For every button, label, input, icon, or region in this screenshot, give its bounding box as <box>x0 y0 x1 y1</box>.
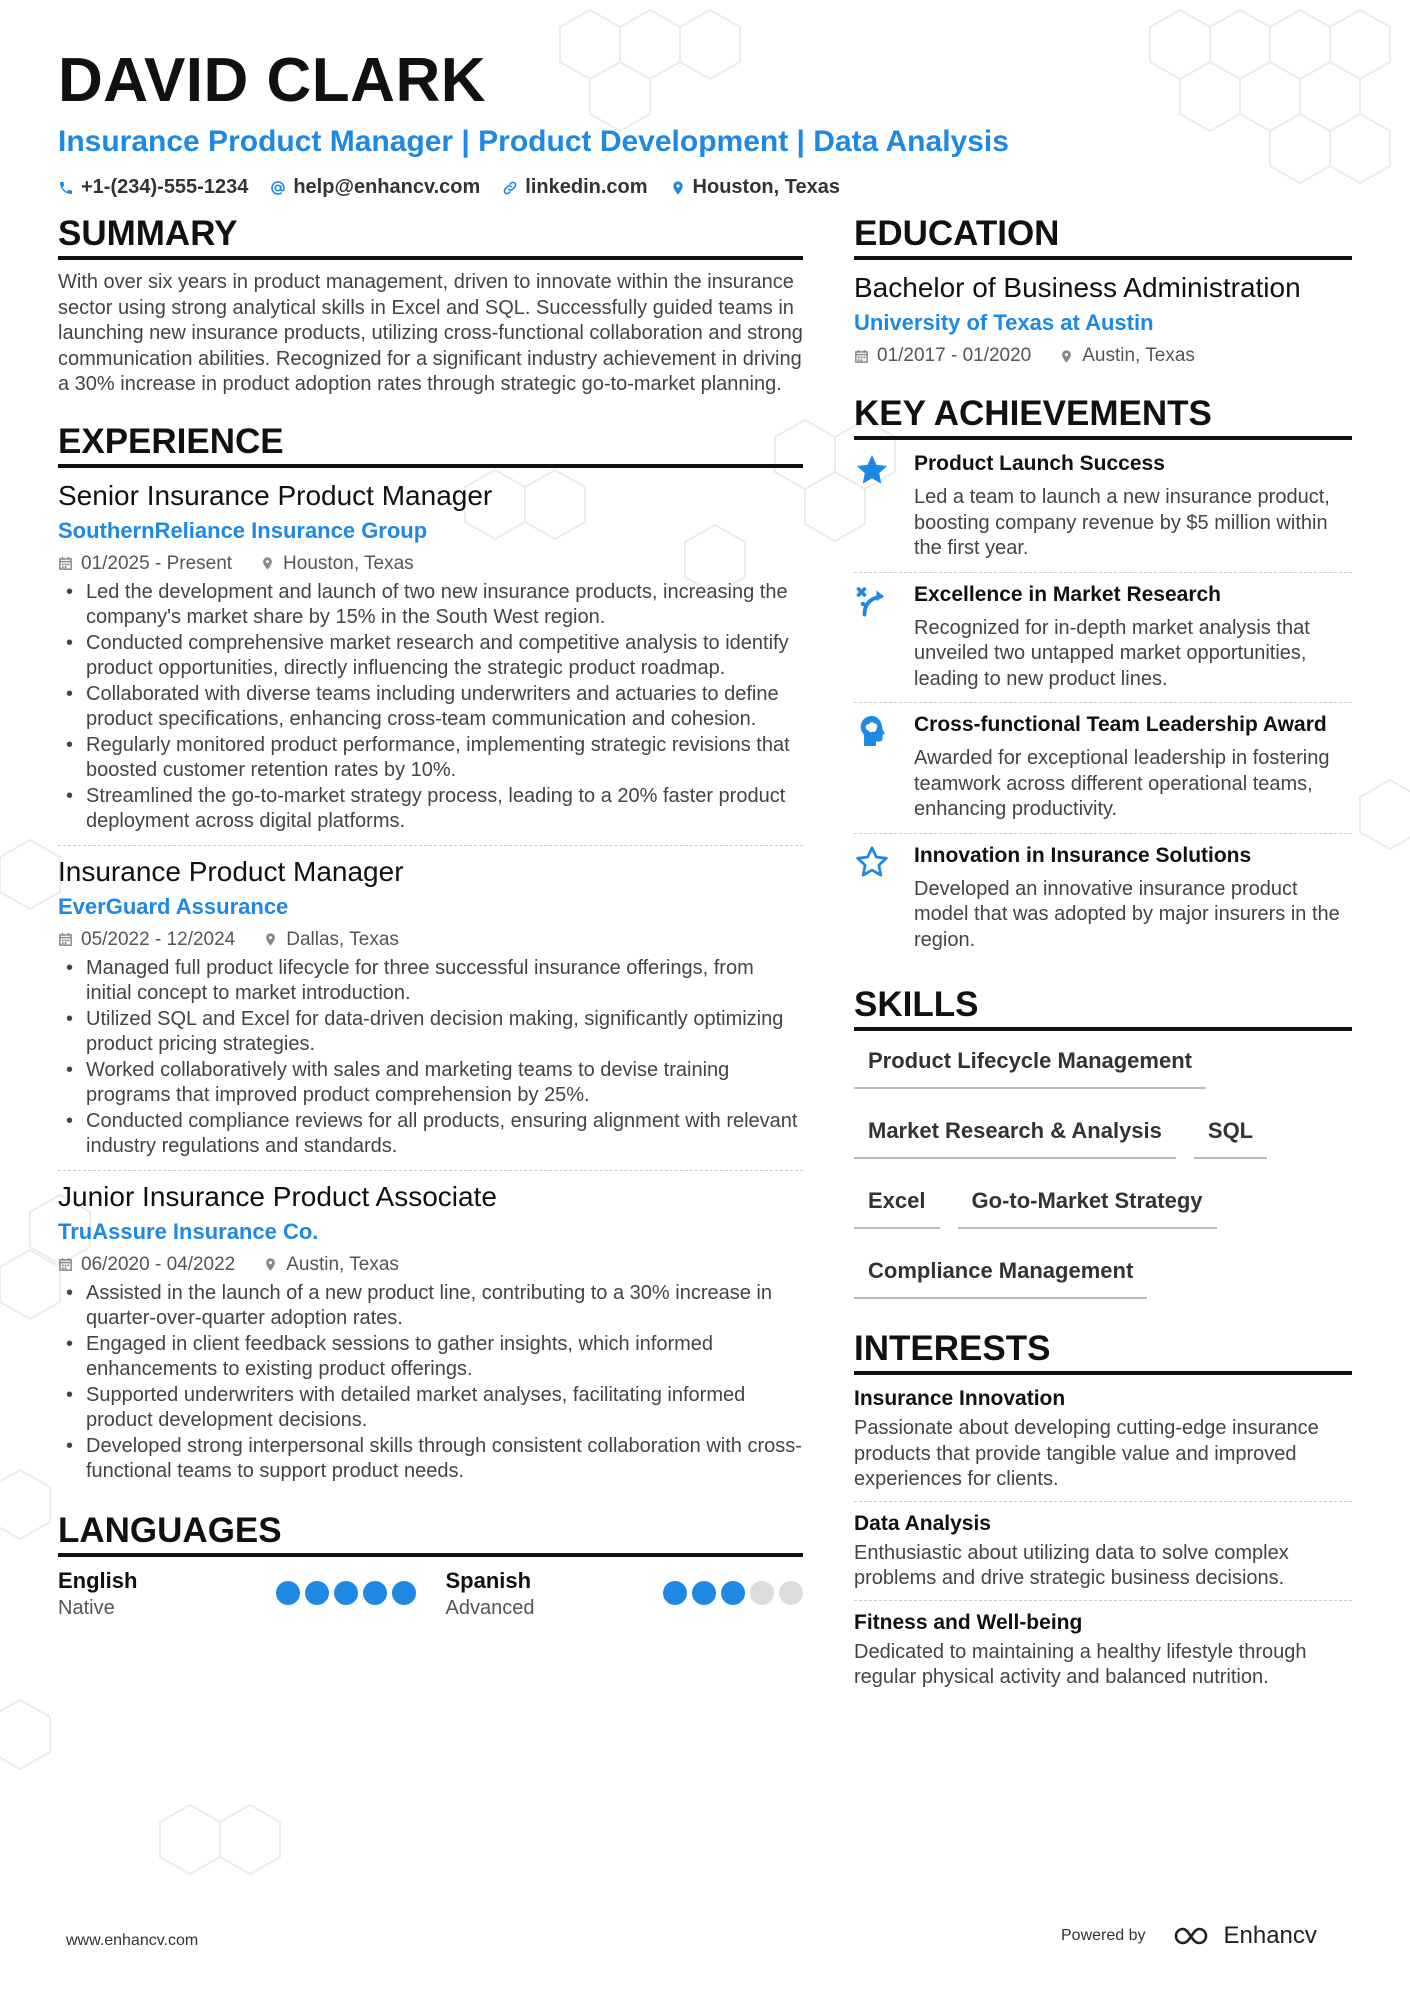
bullet-item: • Regularly monitored product performance, implementing strategic revisions that boosted customer retention rates by 10%. <box>58 733 803 784</box>
left-column <box>58 212 803 1621</box>
rating-dot-filled <box>692 1581 716 1605</box>
skill-tag: Go-to-Market Strategy <box>958 1187 1217 1229</box>
interests-heading: INTERESTS <box>854 1327 1352 1375</box>
skills-section <box>854 983 1352 1299</box>
language-name: English <box>58 1567 138 1593</box>
star-filled-icon <box>854 452 890 488</box>
bullet-item: • Assisted in the launch of a new product line, contributing to a 30% increase in quarter-over-quarter adoption rates. <box>58 1281 803 1332</box>
education-meta <box>854 344 1352 368</box>
education-dates: 01/2017 - 01/2020 <box>877 345 1032 366</box>
job-bullets <box>58 580 803 835</box>
rating-dot-filled <box>305 1581 329 1605</box>
company-name: SouthernReliance Insurance Group <box>58 517 428 543</box>
contact-linkedin[interactable] <box>502 176 647 199</box>
job-meta <box>58 928 803 952</box>
candidate-title: Insurance Product Manager | Product Development | Data Analysis <box>58 125 1009 158</box>
education-location: Austin, Texas <box>1082 345 1195 366</box>
job-title: Senior Insurance Product Manager <box>58 479 493 511</box>
rating-dot-filled <box>363 1581 387 1605</box>
contact-email[interactable] <box>270 176 480 199</box>
languages-list <box>58 1567 803 1621</box>
skill-tag: Excel <box>854 1187 940 1229</box>
interest-item <box>854 1601 1352 1699</box>
footer-website[interactable]: www.enhancv.com <box>66 1932 199 1949</box>
interest-title: Fitness and Well-being <box>854 1610 1083 1634</box>
location-pin-icon <box>670 180 686 196</box>
job-meta <box>58 1253 803 1277</box>
job-title: Insurance Product Manager <box>58 855 404 887</box>
rating-dot-filled <box>721 1581 745 1605</box>
location-pin-icon <box>263 1257 278 1272</box>
bullet-item: • Supported underwriters with detailed market analyses, facilitating informed product development decisions. <box>58 1383 803 1434</box>
brand-logo[interactable] <box>1172 1922 1317 1950</box>
powered-by-label: Powered by <box>1061 1927 1146 1944</box>
skill-tag: Compliance Management <box>854 1257 1147 1299</box>
company-name: EverGuard Assurance <box>58 893 289 919</box>
achievements-section <box>854 392 1352 963</box>
skill-tag: Market Research & Analysis <box>854 1117 1176 1159</box>
rating-dot-filled <box>334 1581 358 1605</box>
summary-heading: SUMMARY <box>58 212 803 260</box>
experience-section <box>58 420 803 1495</box>
job-bullets <box>58 1281 803 1485</box>
skills-list <box>854 1047 1352 1299</box>
rating-dot-filled <box>392 1581 416 1605</box>
job-entry <box>58 845 803 1170</box>
email-text: help@enhancv.com <box>293 176 481 198</box>
job-meta <box>58 552 803 576</box>
job-location: Austin, Texas <box>286 1253 399 1275</box>
language-name: Spanish <box>445 1567 532 1593</box>
at-sign-icon <box>270 180 286 196</box>
bullet-item: • Worked collaboratively with sales and marketing teams to devise training programs that improved product comprehension by 25%. <box>58 1058 803 1109</box>
languages-heading: LANGUAGES <box>58 1509 803 1557</box>
right-column <box>854 212 1352 1699</box>
job-dates: 01/2025 - Present <box>81 552 233 574</box>
achievement-title: Product Launch Success <box>914 452 1165 475</box>
bullet-item: • Utilized SQL and Excel for data-driven decision making, significantly optimizing product pricing strategies. <box>58 1007 803 1058</box>
bullet-item: • Conducted compliance reviews for all products, ensuring alignment with relevant industry regulations and standards. <box>58 1109 803 1160</box>
rating-dot-empty <box>750 1581 774 1605</box>
interest-desc: Passionate about developing cutting-edge insurance products that provide tangible value and improved experiences for clients. <box>854 1417 1319 1490</box>
language-level: Native <box>58 1596 115 1619</box>
bullet-item: • Streamlined the go-to-market strategy process, leading to a 20% faster product deployment across digital platforms. <box>58 784 803 835</box>
rating-dot-filled <box>663 1581 687 1605</box>
interest-title: Data Analysis <box>854 1511 991 1535</box>
interest-item <box>854 1377 1352 1502</box>
achievement-desc: Led a team to launch a new insurance product, boosting company revenue by $5 million within the first year. <box>914 486 1330 559</box>
calendar-icon <box>58 1257 73 1272</box>
language-rating <box>663 1581 803 1605</box>
location-pin-icon <box>1059 349 1074 364</box>
candidate-name: DAVID CLARK <box>58 46 486 115</box>
bullet-item: • Led the development and launch of two new insurance products, increasing the company's market share by 15% in the South West region. <box>58 580 803 631</box>
head-brain-icon <box>854 713 890 749</box>
summary-text: With over six years in product management, driven to innovate within the insurance sector using strong analytical skills in Excel and SQL. Successfully guided teams in launching new insurance products, utilizing cross-functional collaboration and strong communication abilities. Recognized for a significant industry achievement in driving a 30% increase in product adoption rates through strategic go-to-market planning. <box>58 271 803 395</box>
experience-heading: EXPERIENCE <box>58 420 803 468</box>
job-bullets <box>58 956 803 1160</box>
link-icon <box>502 180 518 196</box>
job-dates: 05/2022 - 12/2024 <box>81 928 236 950</box>
enhancv-logo-icon <box>1172 1924 1216 1948</box>
job-location: Houston, Texas <box>283 552 414 574</box>
language-level: Advanced <box>445 1596 535 1619</box>
achievement-desc: Recognized for in-depth market analysis that unveiled two untapped market opportunities, leading to new product lines. <box>914 616 1310 690</box>
location-pin-icon <box>260 556 275 571</box>
language-rating <box>276 1581 416 1605</box>
company-name: TruAssure Insurance Co. <box>58 1218 319 1244</box>
interest-desc: Dedicated to maintaining a healthy lifestyle through regular physical activity and balanced nutrition. <box>854 1640 1307 1688</box>
interest-title: Insurance Innovation <box>854 1387 1066 1410</box>
calendar-icon <box>854 349 869 364</box>
resume-header <box>58 44 1358 199</box>
strategy-arrow-icon <box>854 583 890 619</box>
brand-name: Enhancv <box>1223 1922 1317 1949</box>
interest-item <box>854 1502 1352 1601</box>
language-item <box>446 1567 804 1621</box>
calendar-icon <box>58 556 73 571</box>
location-pin-icon <box>263 932 278 947</box>
bullet-item: • Collaborated with diverse teams including underwriters and actuaries to define product specifications, enhancing cross-team communication and cohesion. <box>58 682 803 733</box>
bullet-item: • Conducted comprehensive market research and competitive analysis to identify product opportunities, directly influencing the strategic product roadmap. <box>58 631 803 682</box>
interest-desc: Enthusiastic about utilizing data to solve complex problems and drive strategic business decisions. <box>854 1541 1289 1589</box>
skill-tag: Product Lifecycle Management <box>854 1047 1206 1089</box>
summary-section <box>58 212 803 398</box>
job-title: Junior Insurance Product Associate <box>58 1180 497 1212</box>
job-entry <box>58 1170 803 1495</box>
interests-section <box>854 1327 1352 1699</box>
education-heading: EDUCATION <box>854 212 1352 260</box>
skills-heading: SKILLS <box>854 983 1352 1031</box>
star-outline-icon <box>854 844 890 880</box>
achievement-item <box>854 834 1352 964</box>
achievement-item <box>854 573 1352 704</box>
language-item <box>58 1567 416 1621</box>
school-name: University of Texas at Austin <box>854 310 1154 335</box>
contact-phone[interactable] <box>58 176 248 199</box>
degree-title: Bachelor of Business Administration <box>854 272 1301 303</box>
rating-dot-filled <box>276 1581 300 1605</box>
languages-section <box>58 1509 803 1621</box>
phone-text: +1-(234)-555-1234 <box>81 176 249 198</box>
achievement-item <box>854 703 1352 834</box>
bullet-item: • Managed full product lifecycle for three successful insurance offerings, from initial concept to market introduction. <box>58 956 803 1007</box>
achievement-desc: Developed an innovative insurance product model that was adopted by major insurers in the region. <box>914 877 1340 951</box>
calendar-icon <box>58 932 73 947</box>
rating-dot-empty <box>779 1581 803 1605</box>
bullet-item: • Developed strong interpersonal skills through consistent collaboration with cross-functional teams to support product needs. <box>58 1434 803 1485</box>
achievement-title: Cross-functional Team Leadership Award <box>914 713 1327 736</box>
linkedin-text: linkedin.com <box>525 176 648 198</box>
job-dates: 06/2020 - 04/2022 <box>81 1253 236 1275</box>
contact-bar <box>58 176 1358 199</box>
education-section <box>854 212 1352 368</box>
achievement-title: Excellence in Market Research <box>914 582 1222 606</box>
achievement-item <box>854 442 1352 573</box>
achievements-heading: KEY ACHIEVEMENTS <box>854 392 1352 440</box>
achievement-title: Innovation in Insurance Solutions <box>914 843 1252 867</box>
skill-tag: SQL <box>1194 1117 1267 1159</box>
phone-icon <box>58 180 74 196</box>
location-text: Houston, Texas <box>692 176 840 198</box>
achievement-desc: Awarded for exceptional leadership in fostering teamwork across different operational teams, enhancing productivity. <box>914 747 1330 820</box>
job-entry <box>58 478 803 845</box>
footer-branding <box>1061 1922 1317 1950</box>
job-location: Dallas, Texas <box>286 928 399 950</box>
contact-location <box>670 176 840 199</box>
bullet-item: • Engaged in client feedback sessions to gather insights, which informed enhancements to existing product offerings. <box>58 1332 803 1383</box>
